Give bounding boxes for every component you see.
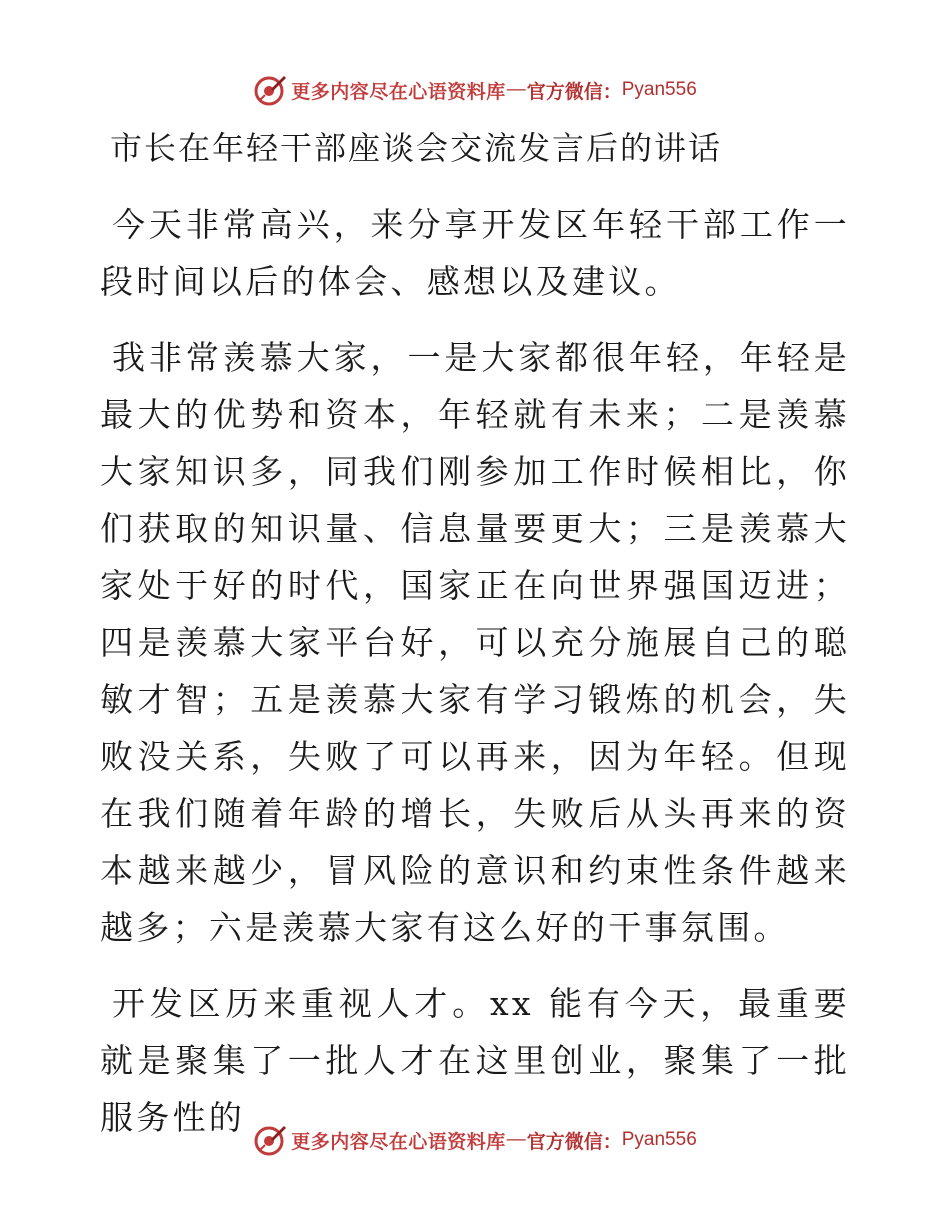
banner-wechat-label: 官方微信： [526,1130,622,1153]
quill-logo-icon [253,1123,287,1157]
banner-brand-text: 更多内容尽在心语资料库 [291,80,506,103]
banner-wechat-handle: Pyan556 [621,79,697,100]
document-body [100,196,850,1165]
banner-brand-text: 更多内容尽在心语资料库 [291,1130,506,1153]
banner-separator: — [506,79,526,100]
paragraph-3: 开发区历来重视人才。xx 能有今天，最重要就是聚集了一批人才在这里创业，聚集了一批服务性的 [100,984,850,1137]
header-watermark-banner [0,70,950,110]
banner-separator: — [506,1129,526,1150]
quill-logo-icon [253,73,287,107]
document-title: 市长在年轻干部座谈会交流发言后的讲话 [110,129,723,167]
footer-watermark-banner [0,1120,950,1160]
paragraph-2: 我非常羡慕大家，一是大家都很年轻，年轻是最大的优势和资本，年轻就有未来；二是羡慕大家知识多，同我们刚参加工作时候相比，你们获取的知识量、信息量要更大；三是羡慕大家处于好的时代，国家正在向世界强国迈进；四是羡慕大家平台好，可以充分施展自己的聪敏才智；五是羡慕大家有学习锻炼的机会，失败没关系，失败了可以再来，因为年轻。但现在我们随着年龄的增长，失败后从头再来的资本越来越少，冒风险的意识和约束性条件越来越多；六是羡慕大家有这么好的干事氛围。 [100,338,850,947]
banner-wechat-label: 官方微信： [526,80,622,103]
banner-wechat-handle: Pyan556 [621,1129,697,1150]
paragraph-1: 今天非常高兴，来分享开发区年轻干部工作一段时间以后的体会、感想以及建议。 [100,205,850,301]
